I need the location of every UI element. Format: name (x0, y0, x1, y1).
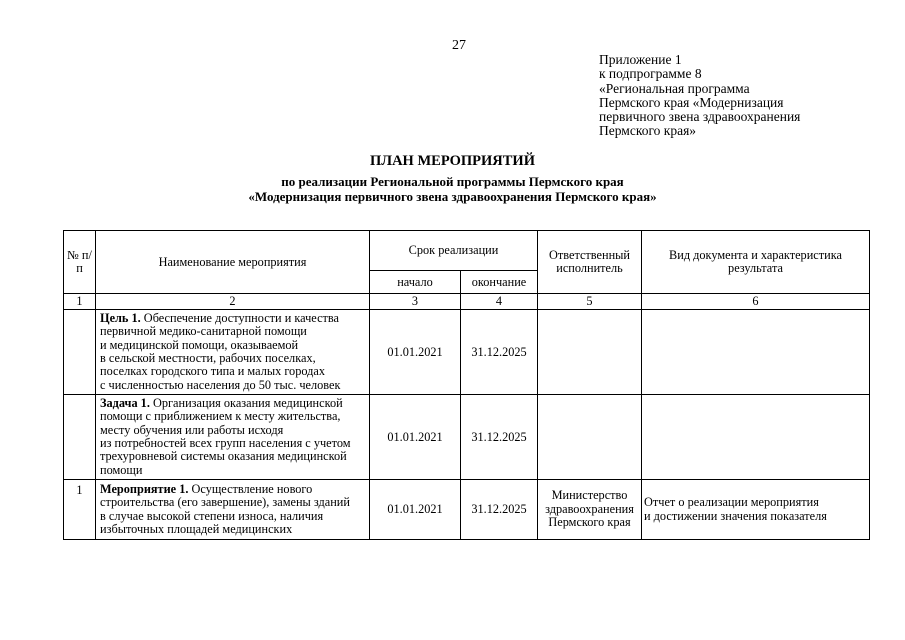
header-start: начало (370, 271, 461, 294)
row-text: поселках городского типа и малых городах (100, 364, 326, 379)
row-result (642, 395, 870, 480)
row-text: помощи (100, 462, 143, 477)
row-start: 01.01.2021 (370, 480, 461, 540)
result-line: и достижении значения показателя (644, 508, 827, 523)
table-row (64, 480, 870, 540)
col-number: 1 (64, 294, 96, 310)
row-name (96, 310, 370, 395)
row-executor (538, 480, 642, 540)
row-text: месту обучения или работы исходя (100, 422, 284, 437)
row-text: трехуровневой системы оказания медицинской (100, 449, 347, 464)
document-subtitle: по реализации Региональной программы Пермского края (281, 174, 624, 189)
document-title: ПЛАН МЕРОПРИЯТИЙ (370, 153, 535, 169)
appendix-line: к подпрограмме 8 (599, 66, 702, 82)
plan-table (63, 230, 870, 540)
row-end: 31.12.2025 (461, 310, 538, 395)
document-heading (0, 153, 905, 204)
col-number: 4 (461, 294, 538, 310)
row-result (642, 480, 870, 540)
header-period: Срок реализации (370, 231, 538, 271)
row-text: первичной медико-санитарной помощи (100, 324, 307, 339)
header-result: Вид документа и характеристика результата (642, 231, 870, 294)
row-start: 01.01.2021 (370, 310, 461, 395)
document-subtitle-program: «Модернизация первичного звена здравоохранения Пермского края» (248, 189, 657, 204)
appendix-line: Пермского края» (599, 123, 697, 139)
page-number: 27 (452, 38, 466, 53)
row-text: строительства (его завершение), замены зданий (100, 495, 350, 510)
row-text: избыточных площадей медицинских (100, 521, 293, 536)
row-name (96, 395, 370, 480)
row-executor (538, 310, 642, 395)
col-number: 6 (642, 294, 870, 310)
result-line: Отчет о реализации мероприятия (644, 495, 819, 509)
header-executor: Ответственный исполнитель (538, 231, 642, 294)
row-label: Мероприятие 1. (100, 481, 189, 496)
row-text: с численностью населения до 50 тыс. человек (100, 377, 341, 392)
row-label: Цель 1. (100, 311, 141, 326)
appendix-line: Пермского края «Модернизация (599, 94, 784, 110)
header-name: Наименование мероприятия (96, 231, 370, 294)
appendix-note (599, 53, 800, 139)
row-end: 31.12.2025 (461, 480, 538, 540)
row-text: и медицинской помощи, оказываемой (100, 337, 299, 352)
row-text: Обеспечение доступности и качества (140, 311, 339, 326)
row-end: 31.12.2025 (461, 395, 538, 480)
row-label: Задача 1. (100, 396, 150, 411)
col-number: 2 (96, 294, 370, 310)
appendix-line: Приложение 1 (599, 52, 682, 67)
row-executor (538, 395, 642, 480)
row-num (64, 310, 96, 395)
row-text: помощи с приближением к месту жительства, (100, 409, 341, 424)
header-num: № п/п (64, 231, 96, 294)
row-num (64, 395, 96, 480)
row-result (642, 310, 870, 395)
appendix-line: первичного звена здравоохранения (599, 109, 801, 125)
row-start: 01.01.2021 (370, 395, 461, 480)
header-end: окончание (461, 271, 538, 294)
table-row (64, 310, 870, 395)
executor-line: Пермского края (548, 515, 631, 530)
row-name (96, 480, 370, 540)
row-text: Осуществление нового (188, 481, 313, 496)
row-text: Организация оказания медицинской (149, 396, 343, 411)
row-text: в сельской местности, рабочих поселках, (100, 351, 316, 365)
executor-line: здравоохранения (545, 501, 634, 516)
row-text: из потребностей всех групп населения с учетом (100, 436, 351, 450)
row-text: в случае высокой степени износа, наличия (100, 508, 324, 523)
appendix-line: «Региональная программа (599, 80, 750, 96)
col-number: 5 (538, 294, 642, 310)
table-row (64, 395, 870, 480)
row-num: 1 (64, 480, 96, 540)
executor-line: Министерство (551, 488, 628, 503)
col-number: 3 (370, 294, 461, 310)
